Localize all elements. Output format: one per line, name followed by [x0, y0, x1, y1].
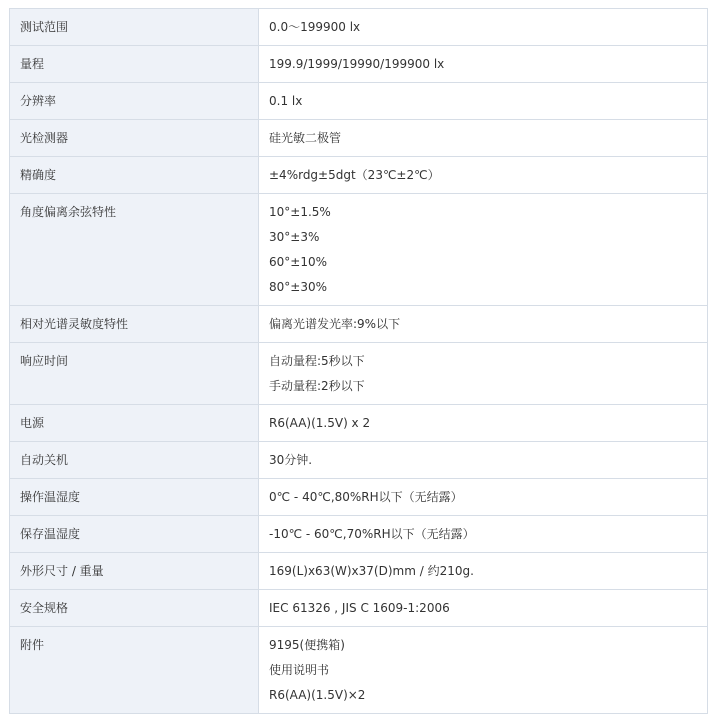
spec-value: R6(AA)(1.5V) x 2 — [269, 416, 371, 430]
spec-label: 外形尺寸 / 重量 — [10, 553, 259, 590]
spec-row — [10, 442, 708, 479]
spec-row — [10, 83, 708, 120]
spec-value: ±4%rdg±5dgt（23℃±2℃） — [269, 168, 440, 182]
spec-label: 响应时间 — [10, 343, 259, 405]
spec-value-cell — [259, 516, 708, 553]
spec-value: 60°±10% — [269, 255, 327, 269]
spec-value: 9195(便携箱) — [269, 638, 345, 652]
spec-value-cell — [259, 627, 708, 714]
spec-value: 0℃ - 40℃,80%RH以下（无结露） — [269, 490, 463, 504]
spec-value: 10°±1.5% — [269, 205, 331, 219]
spec-value: 0.0～199900 lx — [269, 20, 361, 34]
spec-value: 0.1 lx — [269, 94, 303, 108]
spec-row — [10, 405, 708, 442]
spec-label: 相对光谱灵敏度特性 — [10, 306, 259, 343]
spec-value-cell — [259, 306, 708, 343]
spec-value: 80°±30% — [269, 280, 327, 294]
spec-row — [10, 120, 708, 157]
spec-value-cell — [259, 83, 708, 120]
spec-value: IEC 61326 , JIS C 1609-1:2006 — [269, 601, 450, 615]
spec-label: 光检测器 — [10, 120, 259, 157]
spec-value: 偏离光谱发光率:9%以下 — [269, 317, 401, 331]
spec-value-cell — [259, 405, 708, 442]
spec-label: 分辨率 — [10, 83, 259, 120]
spec-value-cell — [259, 442, 708, 479]
spec-label: 自动关机 — [10, 442, 259, 479]
spec-label: 测试范围 — [10, 9, 259, 46]
spec-table-body — [10, 9, 708, 714]
spec-label: 精确度 — [10, 157, 259, 194]
spec-label: 安全规格 — [10, 590, 259, 627]
spec-value: 199.9/1999/19990/199900 lx — [269, 57, 445, 71]
spec-row — [10, 9, 708, 46]
spec-value-cell — [259, 120, 708, 157]
spec-value-cell — [259, 479, 708, 516]
spec-row — [10, 627, 708, 714]
spec-label: 电源 — [10, 405, 259, 442]
spec-value: 使用说明书 — [269, 663, 330, 677]
spec-value: 169(L)x63(W)x37(D)mm / 约210g. — [269, 564, 474, 578]
spec-row — [10, 516, 708, 553]
spec-row — [10, 479, 708, 516]
spec-table — [9, 8, 708, 714]
spec-value: 手动量程:2秒以下 — [269, 379, 365, 393]
spec-value-cell — [259, 157, 708, 194]
spec-row — [10, 157, 708, 194]
spec-value-cell — [259, 343, 708, 405]
spec-value-cell — [259, 590, 708, 627]
spec-label: 量程 — [10, 46, 259, 83]
spec-row — [10, 194, 708, 306]
spec-label: 附件 — [10, 627, 259, 714]
spec-row — [10, 343, 708, 405]
spec-value: R6(AA)(1.5V)×2 — [269, 688, 366, 702]
spec-row — [10, 553, 708, 590]
spec-label: 保存温湿度 — [10, 516, 259, 553]
spec-value: 30分钟. — [269, 453, 313, 467]
spec-value: 30°±3% — [269, 230, 320, 244]
spec-value: 硅光敏二极管 — [269, 131, 342, 145]
spec-value: -10℃ - 60℃,70%RH以下（无结露） — [269, 527, 475, 541]
spec-value: 自动量程:5秒以下 — [269, 354, 365, 368]
spec-value-cell — [259, 194, 708, 306]
spec-value-cell — [259, 553, 708, 590]
spec-value-cell — [259, 46, 708, 83]
spec-label: 操作温湿度 — [10, 479, 259, 516]
spec-value-cell — [259, 9, 708, 46]
spec-row — [10, 46, 708, 83]
spec-row — [10, 306, 708, 343]
spec-label: 角度偏离余弦特性 — [10, 194, 259, 306]
spec-row — [10, 590, 708, 627]
